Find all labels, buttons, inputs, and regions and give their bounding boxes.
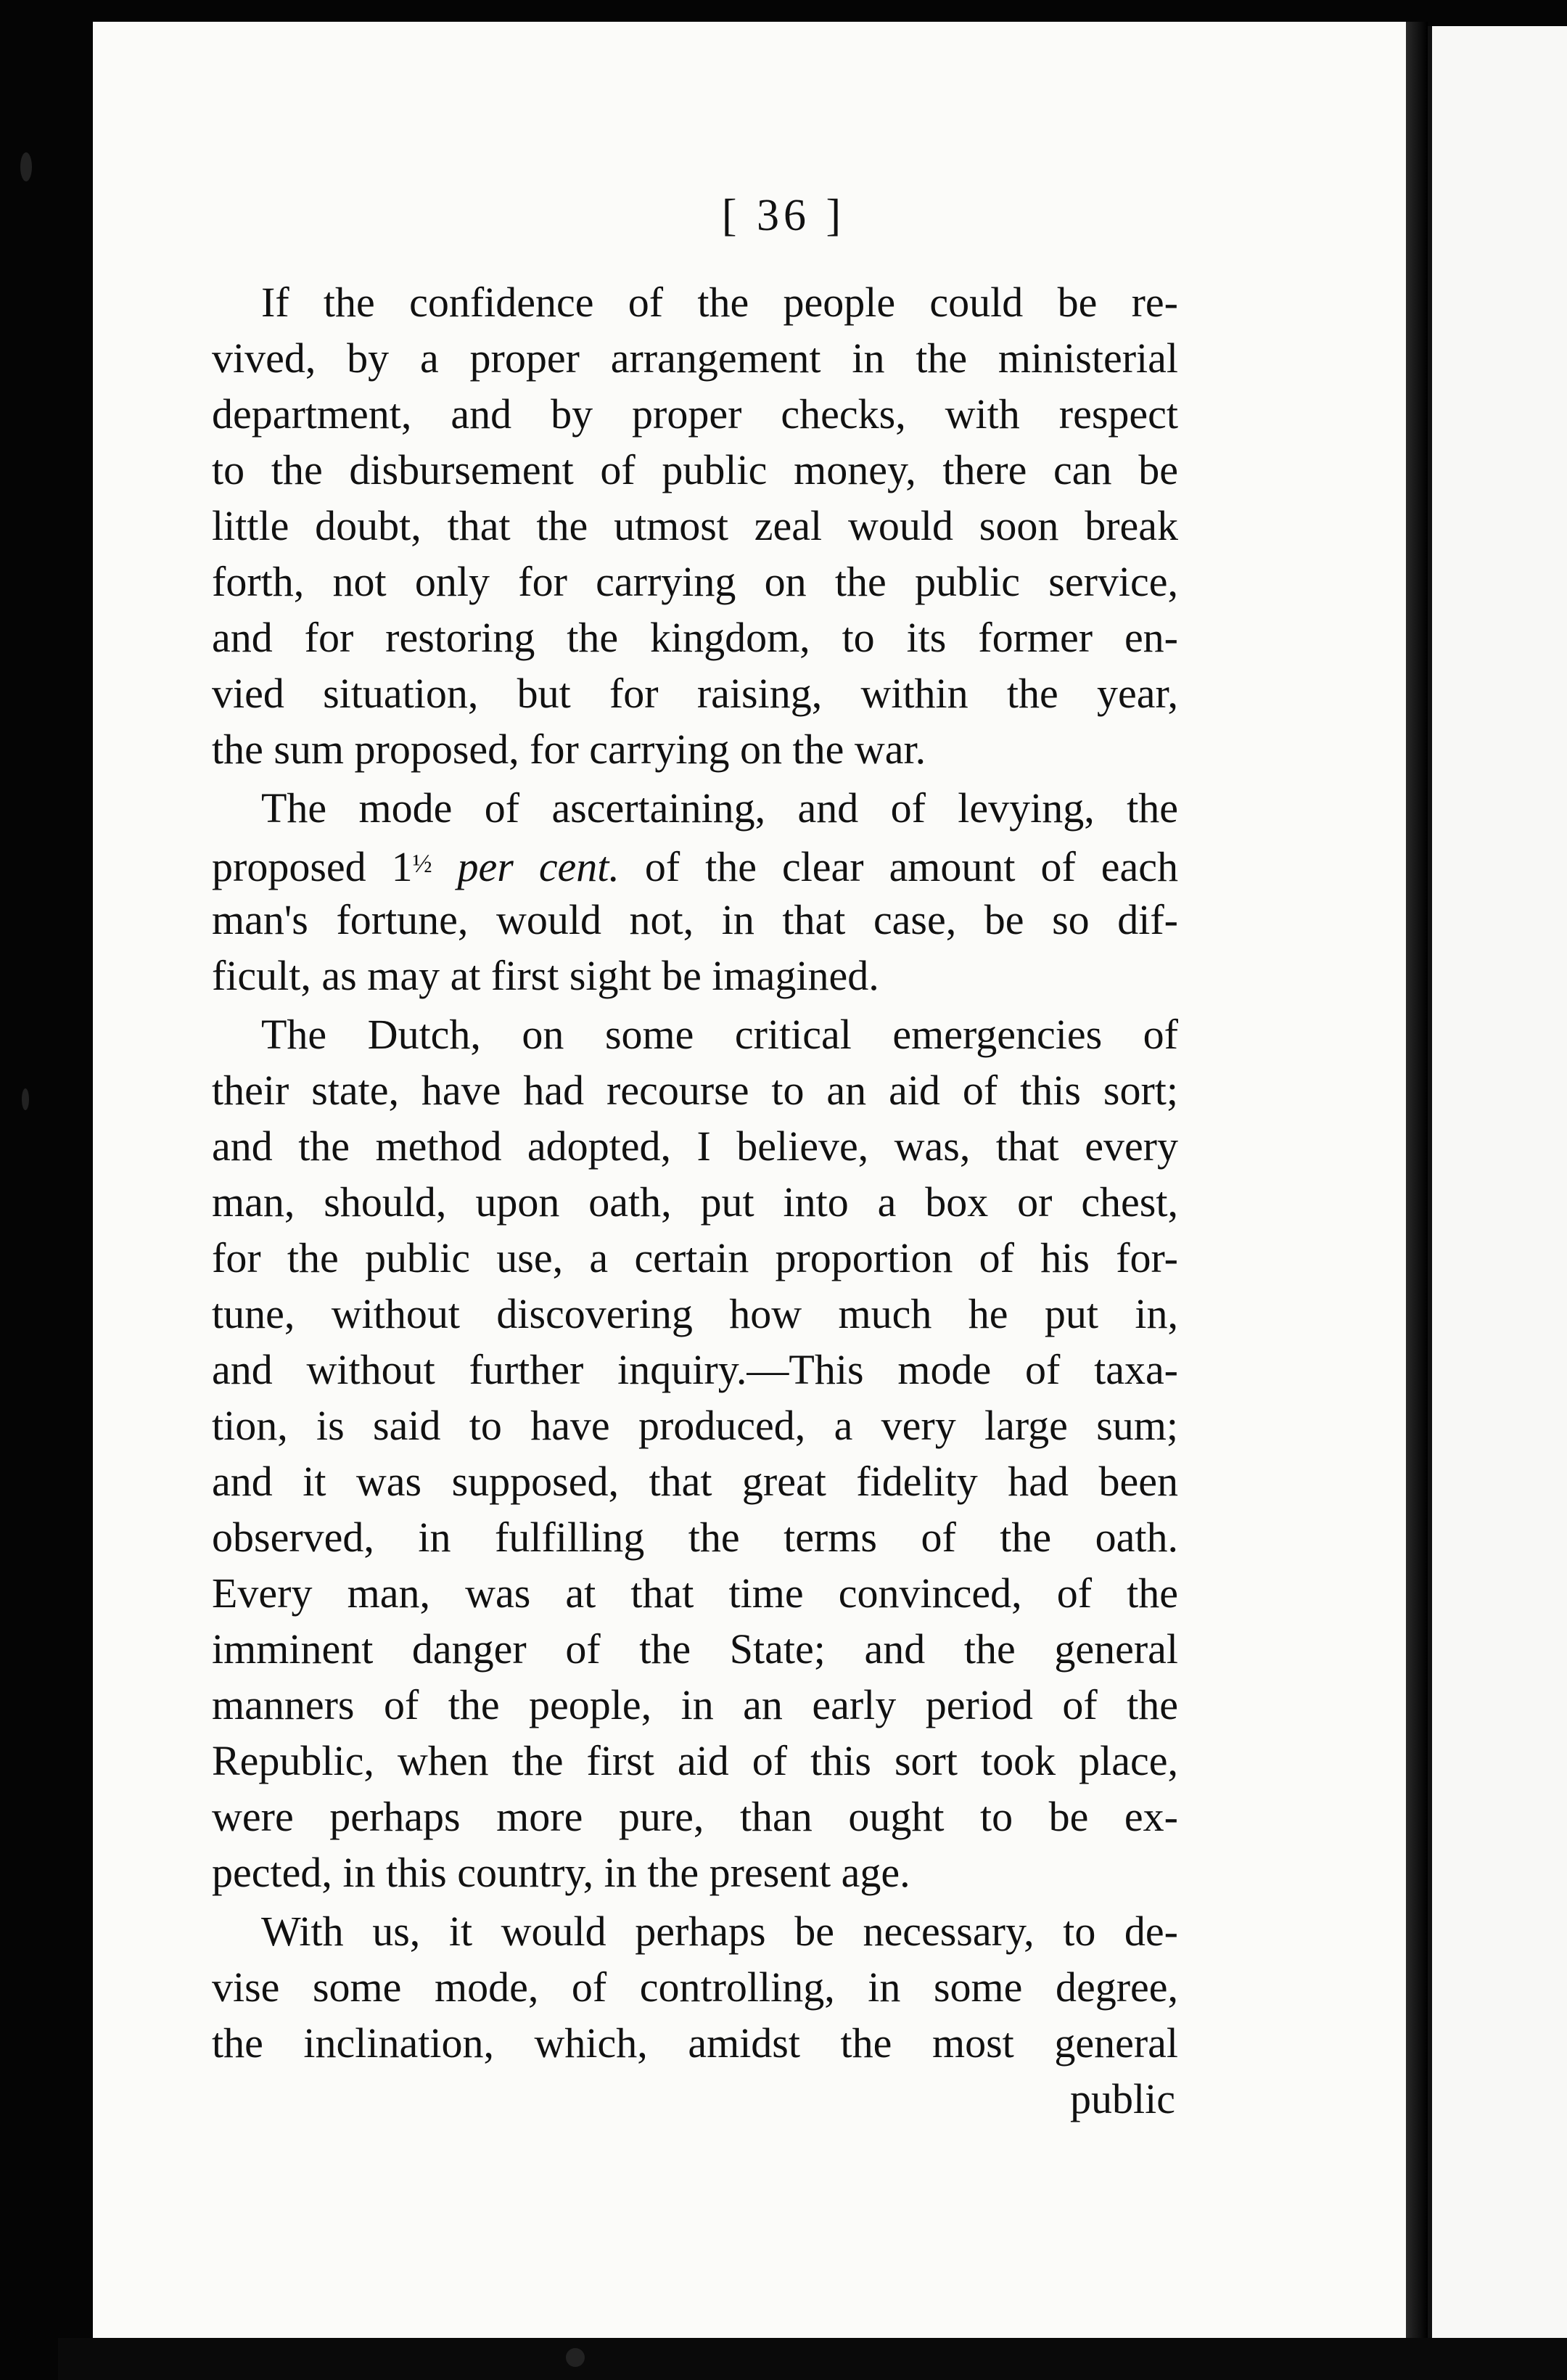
text-line: The Dutch, on some critical emergencies of — [261, 1011, 1178, 1058]
ink-speck — [22, 1088, 29, 1110]
paragraph-3 — [212, 1006, 1178, 1900]
page-number-header: [ 36 ] — [721, 191, 846, 240]
text-line: man's fortune, would not, in that case, be so dif- — [212, 896, 1178, 943]
text-line: to the disbursement of public money, there can be — [212, 446, 1178, 493]
text-line: manners of the people, in an early period of the — [212, 1681, 1178, 1728]
paragraph-4 — [212, 1903, 1178, 2071]
text-line: their state, have had recourse to an aid of this sort; — [212, 1067, 1178, 1114]
text-line: and it was supposed, that great fidelity had been — [212, 1458, 1178, 1505]
catchword: public — [1070, 2075, 1175, 2122]
paragraph-1 — [212, 274, 1178, 777]
text-fragment: proposed 1 — [212, 843, 413, 890]
text-line: pected, in this country, in the present age. — [212, 1849, 910, 1896]
text-line: The mode of ascertaining, and of levying, the — [261, 784, 1178, 832]
text-line: and the method adopted, I believe, was, that every — [212, 1123, 1178, 1170]
italic-per-cent: per cent. — [457, 843, 620, 890]
paragraph-2 — [212, 780, 1178, 1004]
text-line-with-fraction — [212, 836, 1178, 892]
text-line: imminent danger of the State; and the general — [212, 1625, 1178, 1673]
bottom-edge — [58, 2338, 1567, 2380]
text-line: were perhaps more pure, than ought to be ex- — [212, 1793, 1178, 1840]
right-page-edge — [1428, 26, 1567, 2355]
text-line: observed, in fulfilling the terms of the oath. — [212, 1514, 1178, 1561]
text-line: vied situation, but for raising, within the year, — [212, 670, 1178, 717]
text-line: man, should, upon oath, put into a box or chest, — [212, 1178, 1178, 1226]
text-line: vived, by a proper arrangement in the ministerial — [212, 335, 1178, 382]
text-line: little doubt, that the utmost zeal would soon break — [212, 502, 1178, 549]
text-line: vise some mode, of controlling, in some degree, — [212, 1964, 1178, 2011]
text-line: With us, it would perhaps be necessary, to de- — [261, 1908, 1178, 1955]
text-line: and without further inquiry.—This mode of taxa- — [212, 1346, 1178, 1393]
text-line: department, and by proper checks, with respect — [212, 390, 1178, 438]
text-line: the sum proposed, for carrying on the war. — [212, 726, 926, 773]
text-line: If the confidence of the people could be re- — [261, 279, 1178, 326]
text-fragment: of the clear amount of each — [619, 843, 1178, 890]
text-line: and for restoring the kingdom, to its former en- — [212, 614, 1178, 661]
text-line: the inclination, which, amidst the most general — [212, 2019, 1178, 2067]
text-line: ficult, as may at first sight be imagined. — [212, 952, 879, 999]
text-line: Republic, when the first aid of this sort took place, — [212, 1737, 1178, 1784]
text-line: tune, without discovering how much he put in, — [212, 1290, 1178, 1337]
body-text — [212, 274, 1178, 2127]
text-line: Every man, was at that time convinced, of the — [212, 1569, 1178, 1617]
text-line: forth, not only for carrying on the public service, — [212, 558, 1178, 605]
text-line: for the public use, a certain proportion of his for- — [212, 1234, 1178, 1281]
ink-speck — [566, 2348, 585, 2367]
text-line: tion, is said to have produced, a very large sum; — [212, 1402, 1178, 1449]
fraction: ½ — [412, 849, 432, 878]
ink-speck — [20, 152, 32, 181]
page-gutter — [1406, 22, 1428, 2344]
